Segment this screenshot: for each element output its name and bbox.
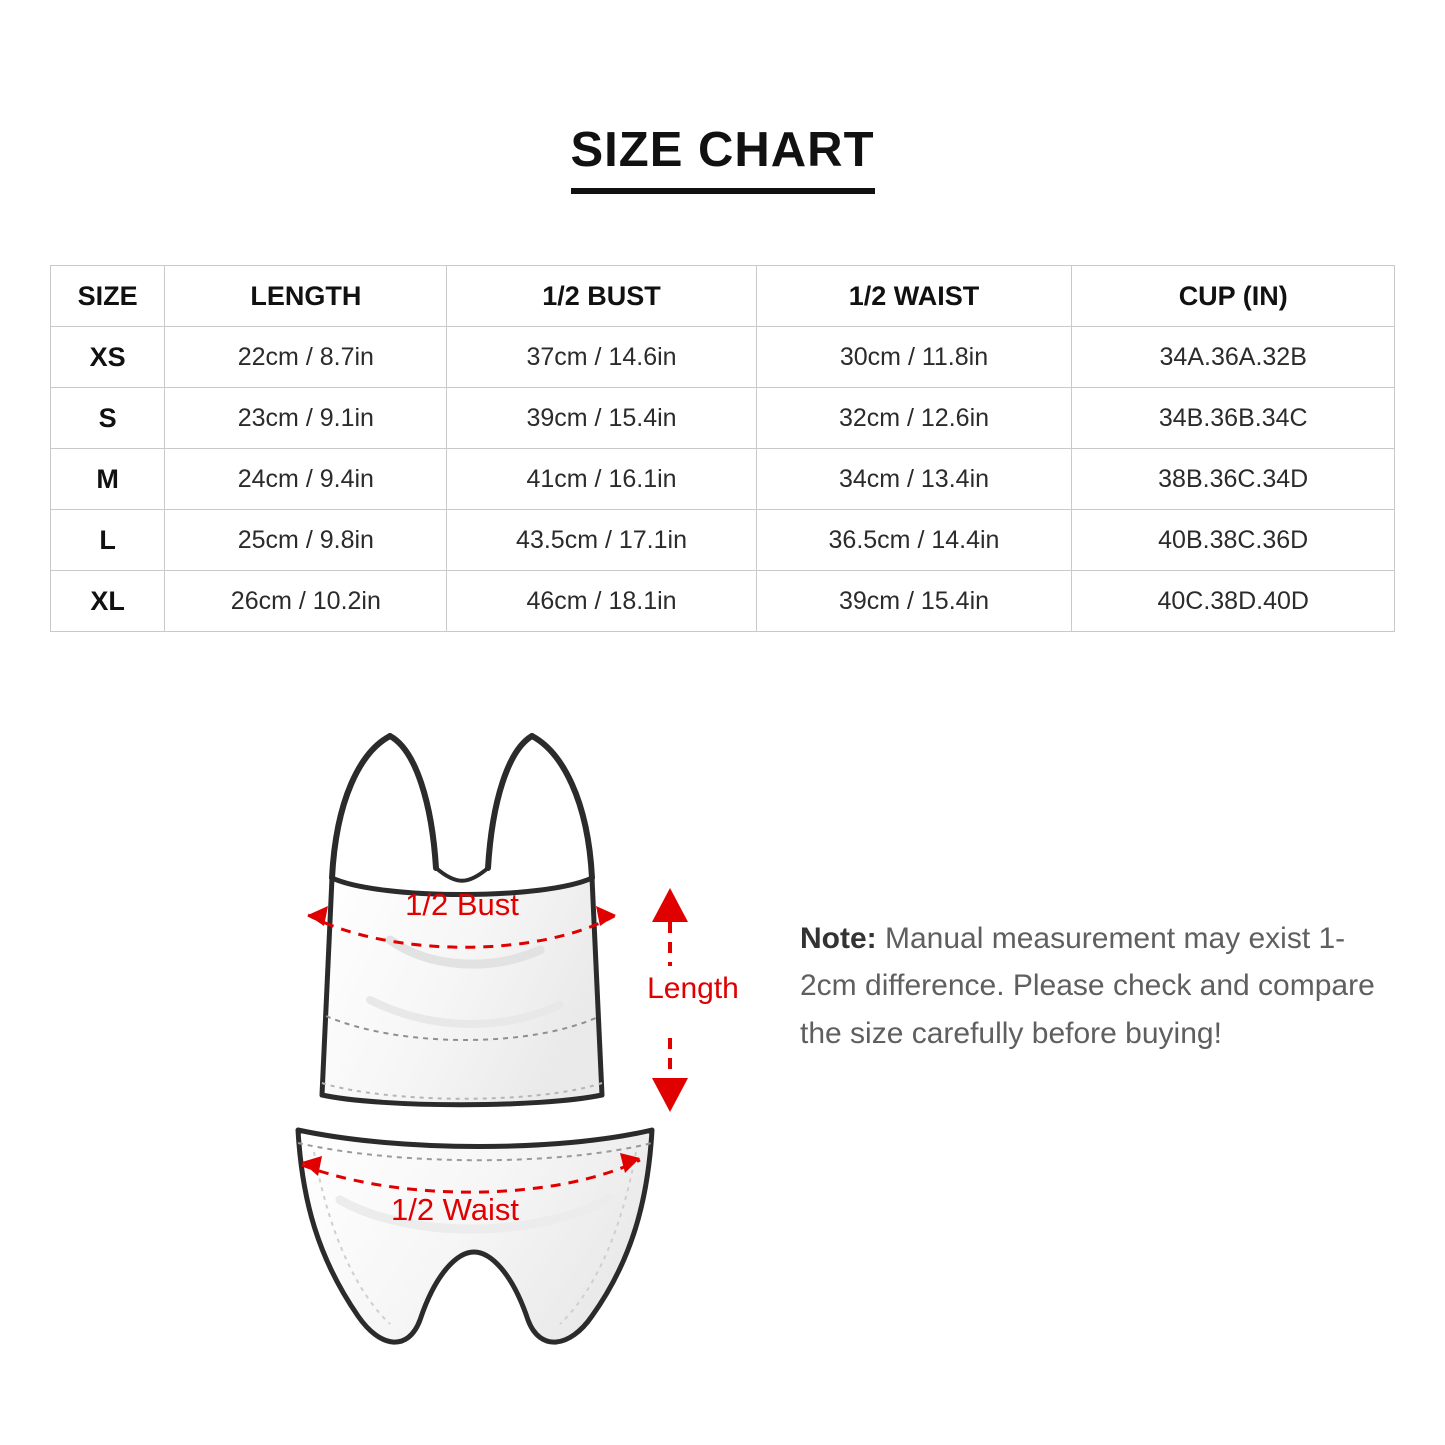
- cell-length: 23cm / 9.1in: [165, 388, 447, 449]
- cell-size: S: [51, 388, 165, 449]
- note-text: [800, 915, 1380, 1057]
- page-title-wrapper: [0, 122, 1445, 194]
- size-table: [50, 265, 1395, 632]
- note-body: Manual measurement may exist 1-2cm difference. Please check and compare the size carefully before buying!: [800, 922, 1375, 1050]
- cell-cup: 34A.36A.32B: [1072, 327, 1395, 388]
- cell-length: 22cm / 8.7in: [165, 327, 447, 388]
- cell-size: XL: [51, 571, 165, 632]
- waist-measure-label: 1/2 Waist: [390, 1192, 520, 1227]
- cell-size: L: [51, 510, 165, 571]
- cell-size: XS: [51, 327, 165, 388]
- cell-half-waist: 36.5cm / 14.4in: [756, 510, 1072, 571]
- column-header-half-waist: 1/2 WAIST: [756, 266, 1072, 327]
- cell-half-bust: 39cm / 15.4in: [447, 388, 756, 449]
- cell-half-waist: 34cm / 13.4in: [756, 449, 1072, 510]
- length-measure-label: Length: [647, 972, 739, 1005]
- table-row: [51, 327, 1395, 388]
- cell-length: 26cm / 10.2in: [165, 571, 447, 632]
- cell-size: M: [51, 449, 165, 510]
- cell-half-bust: 41cm / 16.1in: [447, 449, 756, 510]
- cell-half-bust: 43.5cm / 17.1in: [447, 510, 756, 571]
- column-header-cup: CUP (IN): [1072, 266, 1395, 327]
- cell-half-bust: 46cm / 18.1in: [447, 571, 756, 632]
- cell-cup: 40C.38D.40D: [1072, 571, 1395, 632]
- cell-half-bust: 37cm / 14.6in: [447, 327, 756, 388]
- page-title: SIZE CHART: [571, 122, 875, 194]
- table-row: [51, 449, 1395, 510]
- table-row: [51, 510, 1395, 571]
- cell-length: 25cm / 9.8in: [165, 510, 447, 571]
- cell-cup: 38B.36C.34D: [1072, 449, 1395, 510]
- table-row: [51, 571, 1395, 632]
- cell-length: 24cm / 9.4in: [165, 449, 447, 510]
- table-header-row: [51, 266, 1395, 327]
- bust-measure-label: 1/2 Bust: [405, 887, 519, 922]
- column-header-half-bust: 1/2 BUST: [447, 266, 756, 327]
- cell-half-waist: 30cm / 11.8in: [756, 327, 1072, 388]
- table-row: [51, 388, 1395, 449]
- column-header-size: SIZE: [51, 266, 165, 327]
- size-table-wrapper: [50, 265, 1395, 632]
- cell-half-waist: 32cm / 12.6in: [756, 388, 1072, 449]
- cell-cup: 40B.38C.36D: [1072, 510, 1395, 571]
- cell-half-waist: 39cm / 15.4in: [756, 571, 1072, 632]
- column-header-length: LENGTH: [165, 266, 447, 327]
- cell-cup: 34B.36B.34C: [1072, 388, 1395, 449]
- note-prefix: Note:: [800, 922, 877, 955]
